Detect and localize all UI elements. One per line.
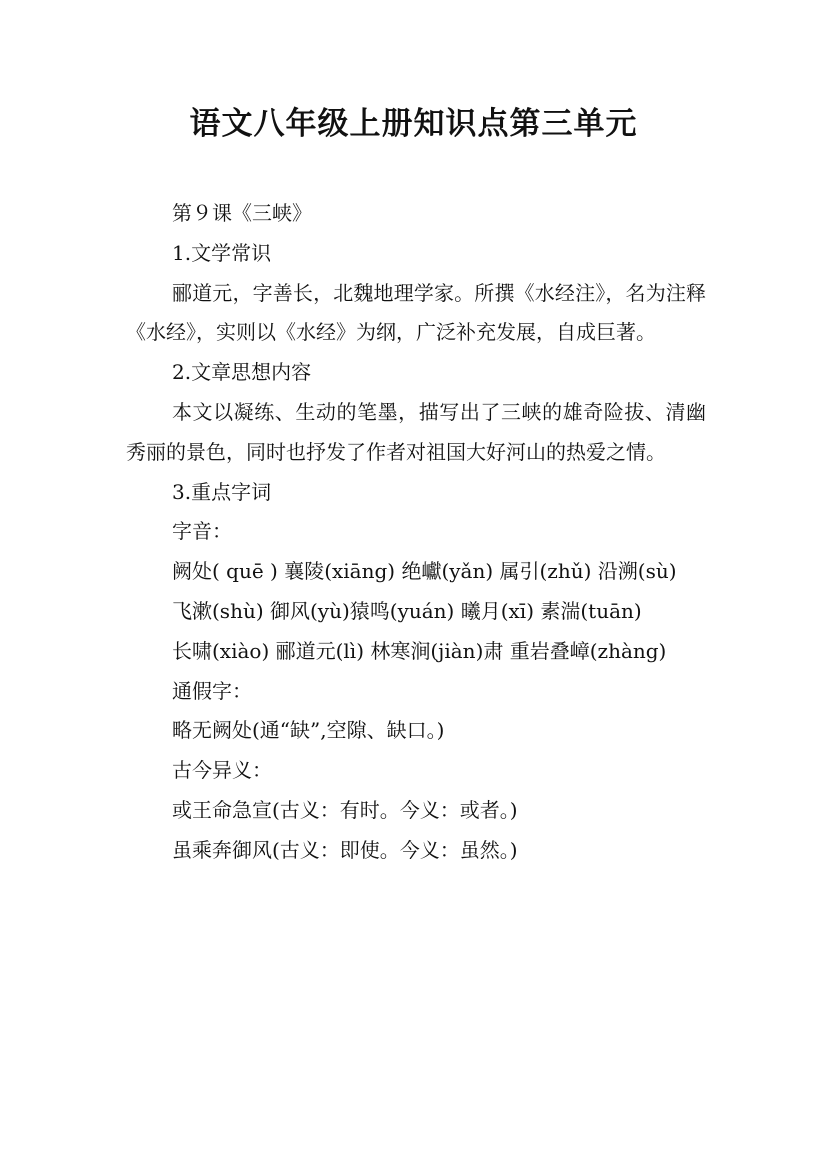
label-interchangeable-characters: 通假字： (172, 678, 252, 703)
pronunciation-line-1: 阙处( quē ) 襄陵(xiāng) 绝巘(yǎn) 属引(zhǔ) 沿溯(sù) (172, 559, 677, 584)
lesson-heading: 第９课《三峡》 (172, 201, 312, 225)
section-heading-theme: 2.文章思想内容 (172, 360, 312, 385)
pronunciation-line-3: 长啸(xiào) 郦道元(lì) 林寒涧(jiàn)肃 重岩叠嶂(zhàng) (172, 638, 667, 663)
ancient-modern-item-2: 虽乘奔御风(古义：即使。今义：虽然。) (172, 837, 518, 862)
ancient-modern-item-1: 或王命急宣(古义：有时。今义：或者。) (172, 797, 518, 822)
pronunciation-line-2: 飞漱(shù) 御风(yù)猿鸣(yuán) 曦月(xī) 素湍(tuān) (172, 598, 642, 623)
label-pronunciation: 字音： (172, 519, 232, 544)
section-heading-key-words: 3.重点字词 (172, 479, 272, 504)
label-ancient-modern-meanings: 古今异义： (172, 758, 272, 783)
document-body (126, 194, 706, 871)
interchangeable-character-item: 略无阙处(通“缺”,空隙、缺口。) (172, 718, 445, 743)
paragraph-author-info: 郦道元，字善长，北魏地理学家。所撰《水经注》，名为注释《水经》，实则以《水经》为纲，广泛补充发展，自成巨著。 (126, 280, 706, 345)
paragraph-theme: 本文以凝练、生动的笔墨，描写出了三峡的雄奇险拔、清幽秀丽的景色，同时也抒发了作者对祖国大好河山的热爱之情。 (126, 399, 706, 464)
section-heading-literary-knowledge: 1.文学常识 (172, 240, 272, 265)
document-title: 语文八年级上册知识点第三单元 (189, 106, 638, 142)
